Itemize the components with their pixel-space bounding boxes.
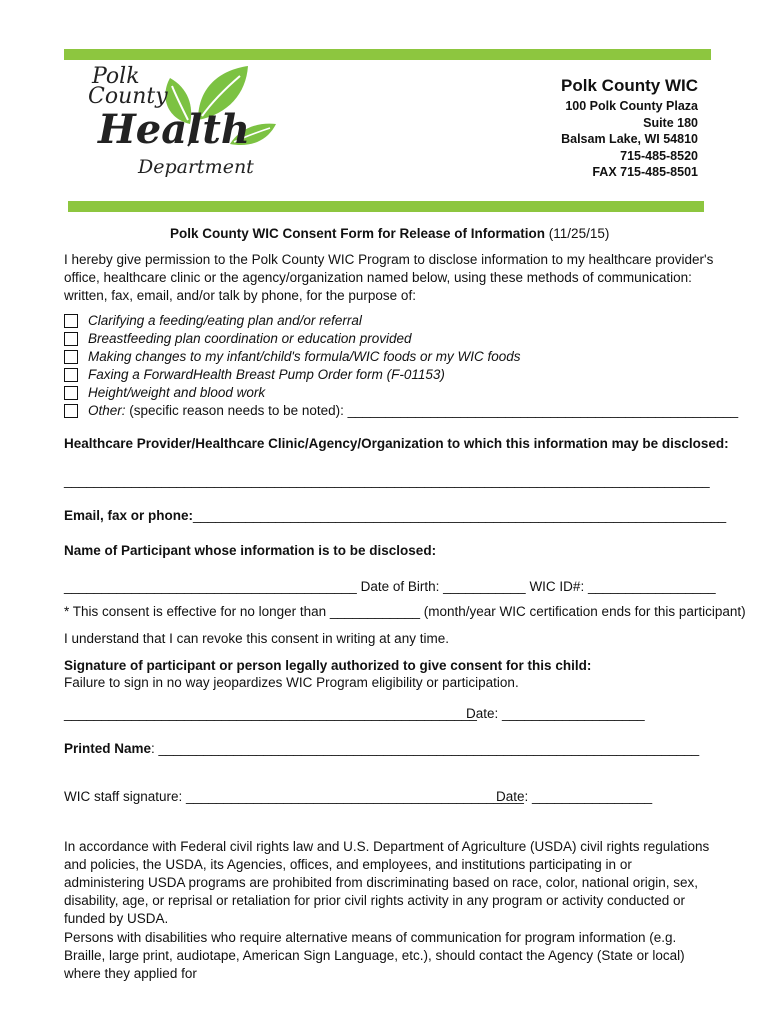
disability-paragraph: Persons with disabilities who require alternative means of communication for program information (e.g. Braille, large print, audiotape, American Sign Language, etc.), should contact the Agency (State or local) where they applied for xyxy=(64,930,685,981)
email-row xyxy=(64,507,726,524)
purpose-item[interactable] xyxy=(64,313,362,328)
staff-date-field[interactable]: Date: ________________ xyxy=(496,789,653,804)
header-bar-top xyxy=(64,49,711,60)
logo-line-polk: Polk xyxy=(92,64,140,89)
purpose-item-other[interactable] xyxy=(64,403,738,418)
signature-date-field[interactable]: Date: ___________________ xyxy=(466,706,645,721)
provider-field[interactable]: ______________________________________________________________________________________ xyxy=(64,473,710,488)
health-department-logo xyxy=(80,62,280,192)
email-label: Email, fax or phone: xyxy=(64,508,194,523)
org-fax: FAX 715-485-8501 xyxy=(592,165,698,179)
org-city: Balsam Lake, WI 54810 xyxy=(561,132,698,146)
org-address-2: Suite 180 xyxy=(643,115,698,130)
form-title-text: Polk County WIC Consent Form for Release of Information xyxy=(170,226,546,241)
consent-effective[interactable]: * This consent is effective for no longer than ____________ (month/year WIC certification ends for this participant) xyxy=(64,604,746,619)
staff-signature-field[interactable]: WIC staff signature: _____________________________________________ xyxy=(64,789,524,804)
logo-line-county: County xyxy=(88,84,168,109)
logo-line-health: Health xyxy=(98,106,250,153)
email-field[interactable]: _______________________________________________________________________ xyxy=(193,508,727,523)
purpose-item[interactable] xyxy=(64,367,445,382)
form-title xyxy=(170,225,609,242)
signature-note: Failure to sign in no way jeopardizes WIC Program eligibility or participation. xyxy=(64,675,519,690)
org-name: Polk County WIC xyxy=(561,76,698,95)
provider-heading: Healthcare Provider/Healthcare Clinic/Agency/Organization to which this information may be disclosed: xyxy=(64,436,729,451)
other-reason-field[interactable]: (specific reason needs to be noted): ____________________________________________________ xyxy=(129,403,739,418)
purpose-label: Clarifying a feeding/eating plan and/or referral xyxy=(88,313,362,328)
civil-rights-paragraph: In accordance with Federal civil rights law and U.S. Department of Agriculture (USDA) civil rights regulations and policies, the USDA, its Agencies, offices, and employees, and institutions participating in or administering USDA programs are prohibited from discriminating based on race, color, national origin, sex, disability, age, or reprisal or retaliation for prior civil rights activity in any program or activity conducted or funded by USDA. xyxy=(64,839,710,926)
form-title-date: (11/25/15) xyxy=(548,226,610,241)
purpose-item[interactable] xyxy=(64,331,411,346)
header-bar-bottom xyxy=(68,201,704,212)
purpose-checkbox[interactable] xyxy=(64,368,78,382)
purpose-label: Making changes to my infant/child's formula/WIC foods or my WIC foods xyxy=(88,349,521,364)
organization-address xyxy=(561,76,698,181)
logo-line-department: Department xyxy=(138,156,254,178)
participant-fields[interactable]: _______________________________________ Date of Birth: ___________ WIC ID#: _________________ xyxy=(64,579,716,594)
printed-name-field[interactable]: : ________________________________________________________________________ xyxy=(151,741,700,756)
purpose-item[interactable] xyxy=(64,385,265,400)
revoke-notice: I understand that I can revoke this consent in writing at any time. xyxy=(64,631,449,646)
purpose-checkbox-other[interactable] xyxy=(64,404,78,418)
purpose-checkbox[interactable] xyxy=(64,332,78,346)
purpose-label: Faxing a ForwardHealth Breast Pump Order form (F-01153) xyxy=(88,367,445,382)
purpose-label: Height/weight and blood work xyxy=(88,385,266,400)
purpose-checkbox[interactable] xyxy=(64,350,78,364)
signature-field[interactable]: _______________________________________________________ xyxy=(64,706,477,721)
purpose-label: Breastfeeding plan coordination or education provided xyxy=(88,331,412,346)
purpose-checkbox[interactable] xyxy=(64,314,78,328)
printed-name-label: Printed Name xyxy=(64,741,152,756)
purpose-item[interactable] xyxy=(64,349,521,364)
printed-name-row xyxy=(64,740,699,757)
other-label: Other: xyxy=(88,403,126,418)
org-phone: 715-485-8520 xyxy=(620,148,698,163)
intro-paragraph: I hereby give permission to the Polk County WIC Program to disclose information to my healthcare provider's office, healthcare clinic or the agency/organization named below, using these methods of communication: written, fax, email, and/or talk by phone, for the purpose of: xyxy=(64,252,714,303)
participant-heading: Name of Participant whose information is to be disclosed: xyxy=(64,543,437,558)
signature-heading: Signature of participant or person legally authorized to give consent for this child: xyxy=(64,658,592,673)
org-address-1: 100 Polk County Plaza xyxy=(565,99,698,113)
purpose-checkbox[interactable] xyxy=(64,386,78,400)
